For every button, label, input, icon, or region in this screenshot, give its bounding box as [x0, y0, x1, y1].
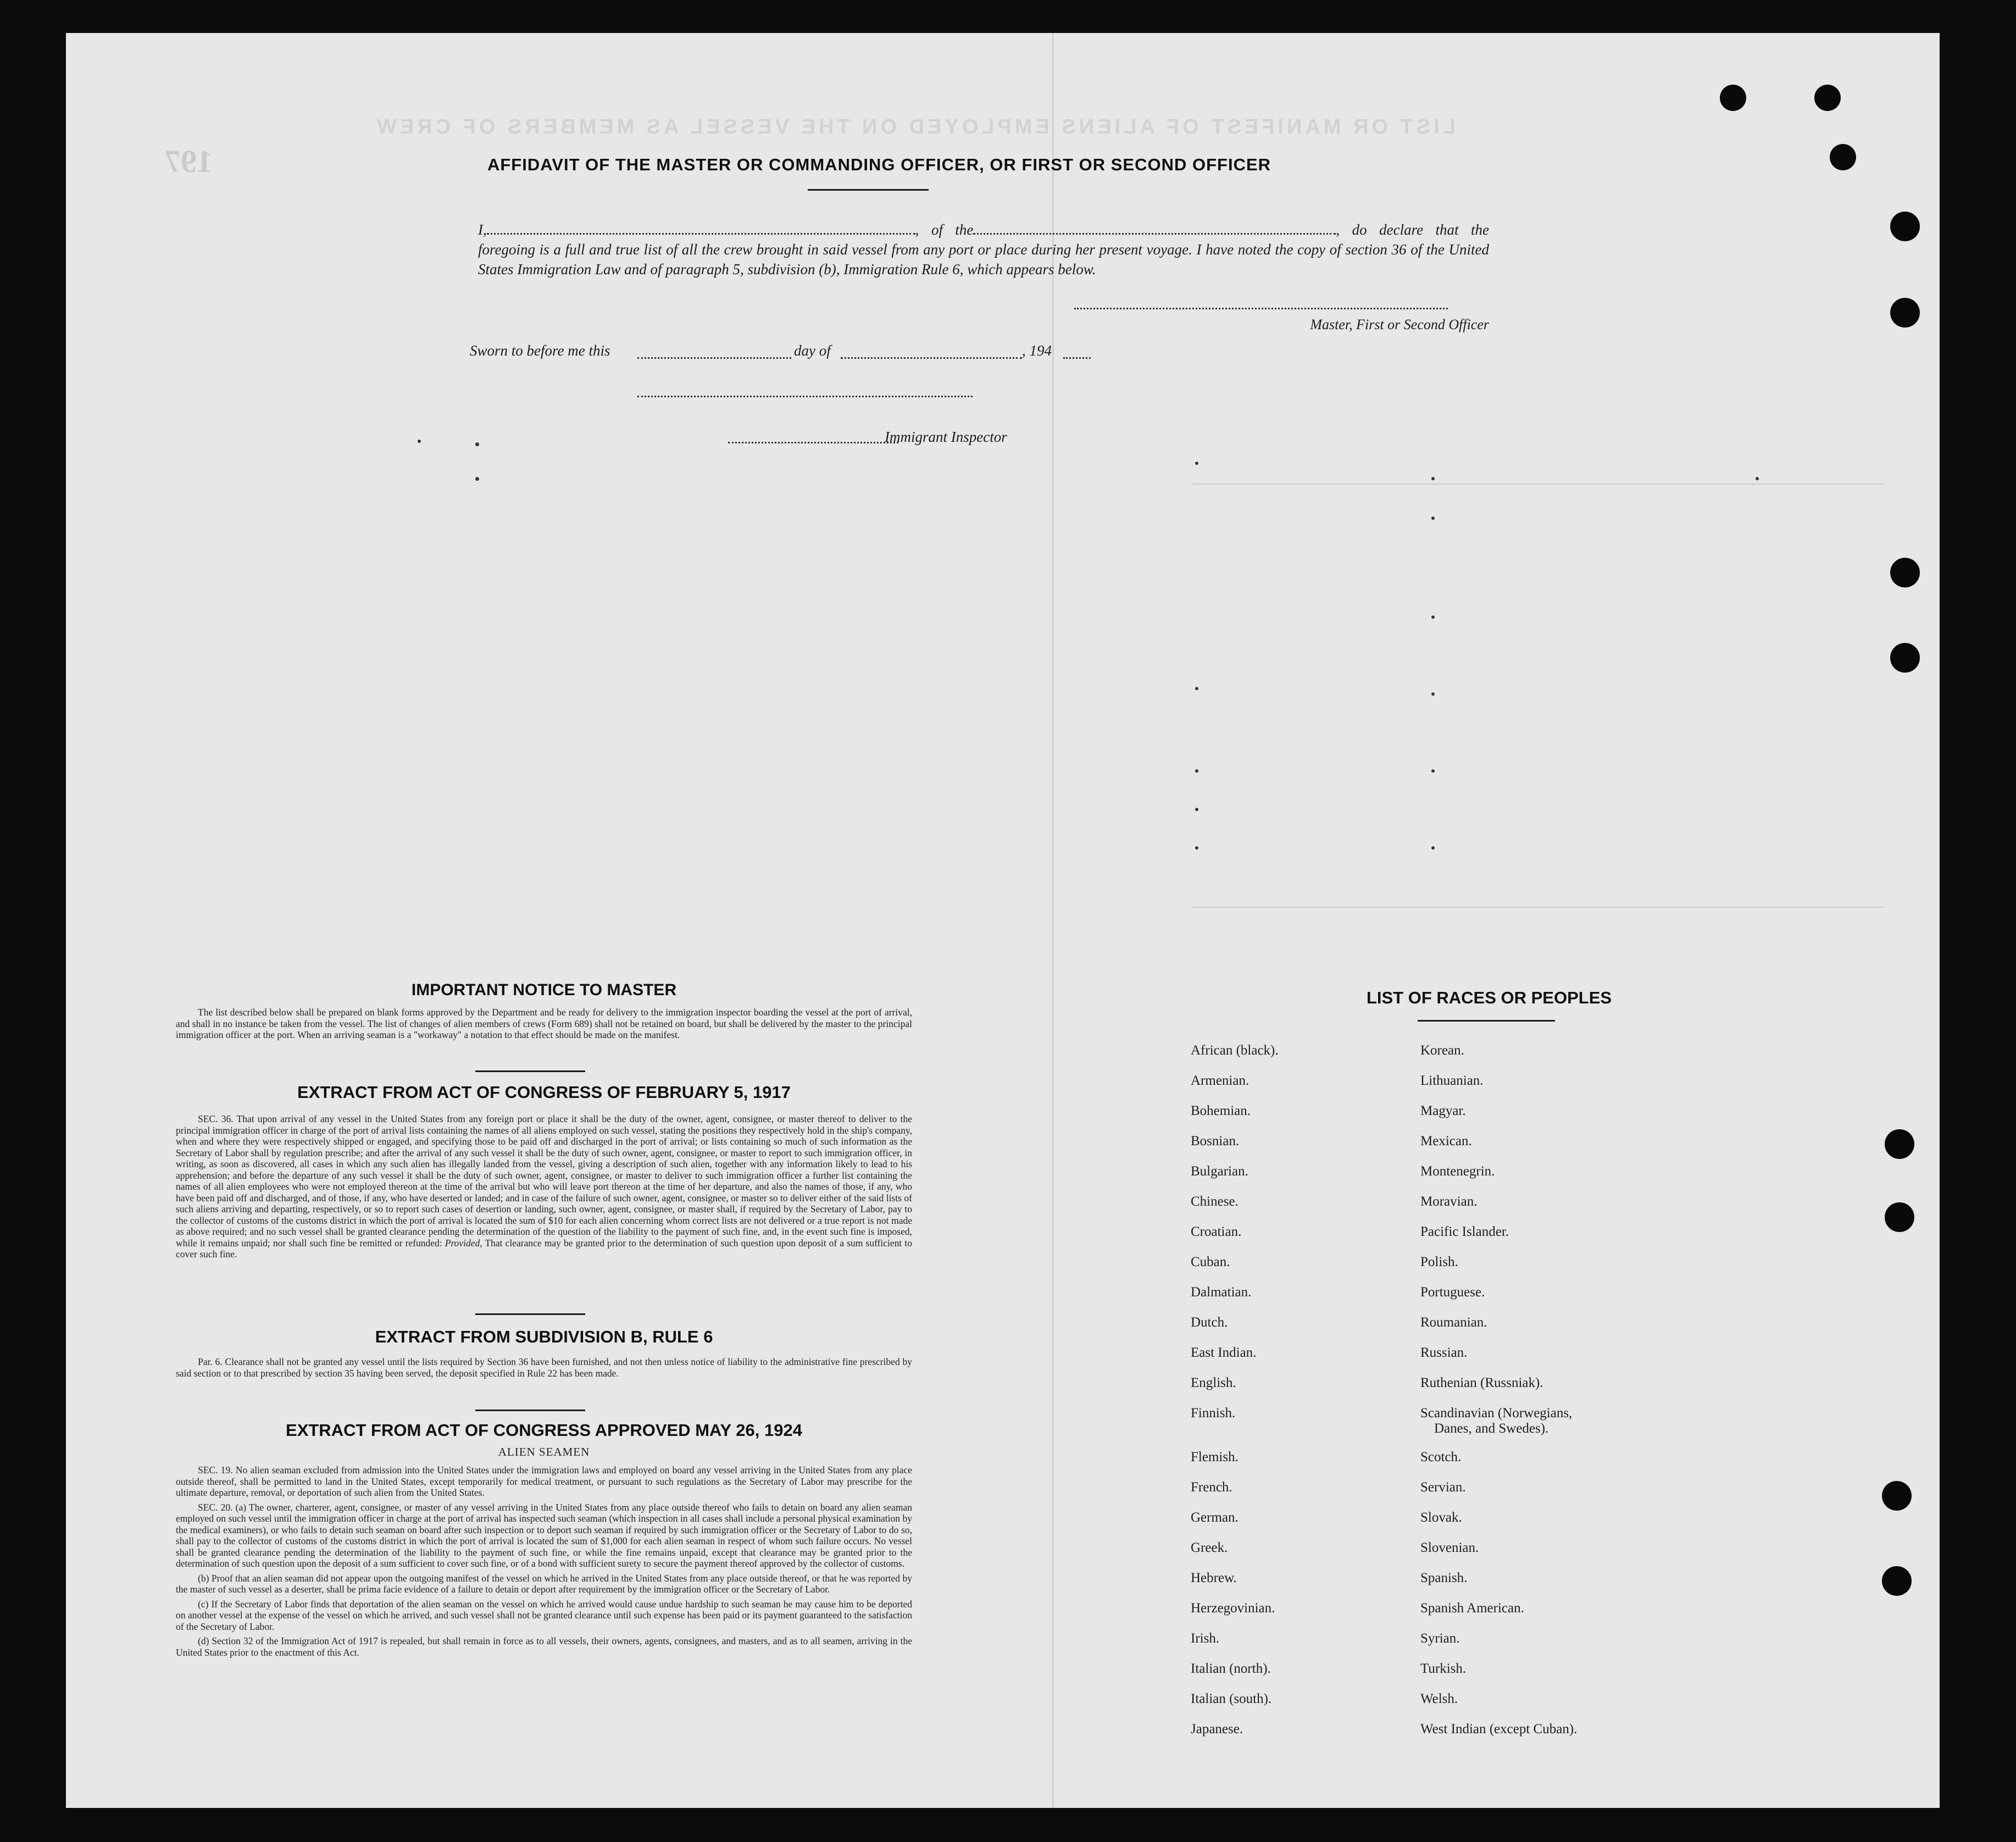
race-left: African (black).: [1191, 1043, 1279, 1058]
race-left: Flemish.: [1191, 1450, 1239, 1464]
punch-hole: [1830, 144, 1856, 170]
race-right: Moravian.: [1420, 1194, 1478, 1209]
race-right: Lithuanian.: [1420, 1073, 1484, 1088]
bleed-through-page-number: 197: [165, 143, 213, 179]
ink-speck: [475, 477, 479, 481]
race-left: Croatian.: [1191, 1224, 1242, 1239]
race-right: Ruthenian (Russniak).: [1420, 1375, 1543, 1390]
sworn-label: Sworn to before me this: [470, 342, 610, 359]
master-signature-line[interactable]: [1074, 308, 1448, 309]
race-left: Dalmatian.: [1191, 1285, 1252, 1300]
punch-hole: [1882, 1566, 1912, 1596]
race-right: Slovenian.: [1420, 1540, 1479, 1555]
ink-speck: [1431, 846, 1435, 850]
year-label: , 194: [1022, 342, 1052, 359]
ink-speck: [1195, 769, 1198, 773]
ink-speck: [418, 440, 421, 443]
race-left: Italian (north).: [1191, 1661, 1271, 1676]
race-left: German.: [1191, 1510, 1239, 1525]
master-signature-label: Master, First or Second Officer: [1310, 317, 1489, 332]
bleed-line: [1192, 484, 1885, 485]
race-right: Polish.: [1420, 1255, 1458, 1269]
race-right: Scandinavian (Norwegians,: [1420, 1406, 1573, 1421]
punch-hole: [1885, 1202, 1914, 1232]
race-left: East Indian.: [1191, 1345, 1257, 1360]
title-underline: [808, 189, 929, 191]
ink-speck: [1431, 692, 1435, 696]
race-left: Dutch.: [1191, 1315, 1228, 1330]
race-right: Slovak.: [1420, 1510, 1462, 1525]
extract-rule6-body: [176, 1356, 912, 1382]
do-declare-label: , do declare: [1336, 221, 1424, 238]
ink-speck: [1431, 477, 1435, 480]
race-right: Danes, and Swedes).: [1434, 1421, 1549, 1436]
document-sheet: [66, 33, 1940, 1808]
sec20b-paragraph: (b) Proof that an alien seaman did not appear upon the outgoing manifest of the vessel on which he arrived in the United States from any place outside thereof, or that he was reported by the master of such vessel as a deserter, shall be prima facie evidence of a failure to detain or deport after requirement by the immigration officer or the Secretary of Labor.: [176, 1572, 912, 1595]
race-left: Bohemian.: [1191, 1103, 1251, 1118]
extract-1917-body: [176, 1113, 912, 1263]
inspector-name-line[interactable]: [728, 442, 898, 443]
day-of-label: day of: [794, 342, 831, 359]
race-right: Korean.: [1420, 1043, 1464, 1058]
race-right: Roumanian.: [1420, 1315, 1487, 1330]
race-right: Spanish.: [1420, 1571, 1468, 1585]
race-left: Chinese.: [1191, 1194, 1239, 1209]
notice-body: [176, 1007, 912, 1044]
alien-seamen-subtitle: ALIEN SEAMEN: [498, 1445, 590, 1458]
inspector-signature-line[interactable]: [637, 396, 973, 397]
races-title-underline: [1418, 1020, 1555, 1022]
race-right: Portuguese.: [1420, 1285, 1485, 1300]
month-field[interactable]: [841, 357, 1022, 359]
ink-speck: [1431, 769, 1435, 773]
section-divider: [475, 1313, 585, 1315]
race-right: Mexican.: [1420, 1134, 1472, 1149]
race-right: Russian.: [1420, 1345, 1468, 1360]
punch-hole: [1890, 212, 1920, 241]
extract-1917-title: EXTRACT FROM ACT OF CONGRESS OF FEBRUARY 5, 1917: [297, 1083, 791, 1102]
race-right: Turkish.: [1420, 1661, 1467, 1676]
punch-hole: [1890, 643, 1920, 673]
race-left: Cuban.: [1191, 1255, 1230, 1269]
proviso-word: Provided,: [445, 1237, 482, 1249]
bleed-line: [1192, 907, 1885, 908]
section-divider: [475, 1070, 585, 1072]
race-left: Greek.: [1191, 1540, 1228, 1555]
race-left: Irish.: [1191, 1631, 1220, 1646]
punch-hole: [1885, 1129, 1914, 1159]
sec20c-paragraph: (c) If the Secretary of Labor finds that deportation of the alien seaman on the vessel on which he arrived would cause undue hardship to such seaman he may cause him to be deported on another vessel at the expense of the vessel on which he arrived, and such vessel shall not be granted clearance until such expense has been paid or its payment guaranteed to the satisfaction of the Secretary of Labor.: [176, 1598, 912, 1632]
bleed-through-header: LIST OR MANIFEST OF ALIENS EMPLOYED ON THE VESSEL AS MEMBERS OF CREW: [374, 115, 1456, 138]
day-field[interactable]: [637, 357, 791, 359]
race-left: French.: [1191, 1480, 1232, 1495]
ink-speck: [1431, 517, 1435, 520]
affidavit-title: AFFIDAVIT OF THE MASTER OR COMMANDING OFFICER, OR FIRST OR SECOND OFFICER: [487, 155, 1271, 174]
name-field[interactable]: [487, 233, 915, 235]
proviso-text: That clearance may be granted prior to the determination of such question upon deposit of a sum sufficient to cover such fine.: [176, 1237, 913, 1260]
ink-speck: [1195, 462, 1198, 465]
race-left: Herzegovinian.: [1191, 1601, 1275, 1616]
punch-hole: [1882, 1481, 1912, 1511]
punch-hole: [1890, 558, 1920, 587]
ink-speck: [1195, 846, 1198, 850]
extract-1924-body: [176, 1464, 912, 1661]
race-left: Bosnian.: [1191, 1134, 1240, 1149]
ink-speck: [475, 442, 479, 446]
race-right: West Indian (except Cuban).: [1420, 1722, 1578, 1736]
section-divider: [475, 1410, 585, 1411]
punch-hole: [1890, 298, 1920, 328]
notice-title: IMPORTANT NOTICE TO MASTER: [411, 981, 677, 999]
race-left: Italian (south).: [1191, 1691, 1272, 1706]
race-left: Japanese.: [1191, 1722, 1243, 1736]
ink-speck: [1195, 808, 1198, 811]
sec36-text: SEC. 36. That upon arrival of any vessel in the United States from any foreign port or place it shall be the duty of the owner, agent, consignee, or master thereof to deliver to the principal immigration officer in charge of the port of arrival lists containing the names of all aliens employed on such vessel, stating the positions they respectively hold in the ship's company, when and where they were respectively shipped or engaged, and specifying those to be paid off and discharged in the port of arrival; or lists containing so much of such information as the Secretary of Labor shall by regulation prescribe; and after the arrival of any such vessel it shall be the duty of such owner, agent, consignee, or master to report to such immigration officer, in writing, as soon as discovered, all cases in which any such alien has illegally landed from the vessel, giving a description of such alien, together with any information likely to lead to his apprehension; and before the departure of any such vessel it shall be the duty of such owner, agent, consignee, or master to deliver to such immigration officer a further list containing the names of all alien employees who were not employed thereon at the time of the arrival but who will leave port thereon at the time of her departure, and also the names of those, if any, who have been paid off and discharged, and of those, if any, who have deserted or landed; and in case of the failure of such owner, agent, consignee, or master so to deliver either of the said lists of such aliens arriving and departing, respectively, or so to report such cases of desertion or landing, such owner, agent, consignee, or master shall, if required by the Secretary of Labor, pay to the collector of customs of the customs district in which the port of arrival is located the sum of $10 for each alien concerning whom correct lists are not delivered or a true report is not made as above required; and no such vessel shall be granted clearance pending the determination of the question of the liability to the payment of such fine, and, in the event such fine is imposed, while it remains unpaid; nor shall such fine be remitted or refunded:: [176, 1113, 912, 1249]
sec19-paragraph: SEC. 19. No alien seaman excluded from admission into the United States under the immigration laws and employed on board any vessel arriving in the United States from any place outside thereof, shall be permitted to land in the United States, except temporarily for medical treatment, or pursuant to such regulations as the Secretary of Labor may prescribe for the ultimate departure, removal, or deportation of such alien from the United States.: [176, 1464, 912, 1498]
rule6-paragraph: Par. 6. Clearance shall not be granted any vessel until the lists required by Section 36 have been furnished, and not then unless notice of liability to the administrative fine prescribed by said section or to that prescribed by section 35 having been served, the deposit specified in Rule 22 has been made.: [176, 1356, 912, 1379]
punch-hole: [1814, 85, 1841, 111]
center-fold: [1052, 33, 1054, 1808]
notice-paragraph: The list described below shall be prepared on blank forms approved by the Department and be ready for delivery to the immigration inspector boarding the vessel at the port of arrival, and shall in no instance be taken from the vessel. The list of changes of alien members of crews (Form 689) shall not be retained on board, but shall be delivered by the master to the principal immigration officer at the port. When an arriving seaman is a "workaway" a notation to that effect should be made on the manifest.: [176, 1007, 912, 1040]
races-title: LIST OF RACES OR PEOPLES: [1366, 988, 1612, 1007]
race-right: Welsh.: [1420, 1691, 1458, 1706]
affidavit-body: [478, 220, 1489, 279]
race-right: Magyar.: [1420, 1103, 1466, 1118]
i-label: I,: [478, 221, 487, 238]
race-left: Bulgarian.: [1191, 1164, 1248, 1179]
punch-hole: [1720, 85, 1746, 111]
race-left: English.: [1191, 1375, 1236, 1390]
sec20a-paragraph: SEC. 20. (a) The owner, charterer, agent, consignee, or master of any vessel arriving in the United States from any place outside thereof who fails to detain on board any alien seaman employed on such vessel until the immigration officer in charge at the port of arrival has inspected such seaman (which inspection in all cases shall include a personal physical examination by the medical examiners), or who fails to detain such seaman on board after such inspection or to deport such seaman if required by such immigration officer or the Secretary of Labor to do so, shall pay to the collector of customs of the customs district in which the port of arrival is located the sum of $1,000 for each alien seaman in respect of whom such failure occurs. No vessel shall be granted clearance pending the determination of the liability to the payment of such fine, or while the fine remains unpaid, except that clearance may be granted prior to the determination of such question upon the deposit of a sum sufficient to cover such fine, or of a bond with sufficient surety to secure the payment thereof approved by the collector of customs.: [176, 1501, 912, 1569]
race-right: Scotch.: [1420, 1450, 1462, 1464]
extract-1924-title: EXTRACT FROM ACT OF CONGRESS APPROVED MAY 26, 1924: [286, 1421, 802, 1440]
race-right: Servian.: [1420, 1480, 1466, 1495]
ink-speck: [1195, 687, 1198, 690]
race-right: Pacific Islander.: [1420, 1224, 1509, 1239]
year-field[interactable]: [1063, 357, 1091, 359]
race-right: Spanish American.: [1420, 1601, 1524, 1616]
affidavit-statement: that the foregoing is a full and true list of all the crew brought in said vessel from any port or place during her present voyage. I have noted the copy of section 36 of the United States Immigration Law and of paragraph 5, subdivision (b), Immigration Rule 6, which appears below.: [478, 221, 1489, 278]
inspector-label: Immigrant Inspector: [885, 429, 1007, 445]
extract-rule6-title: EXTRACT FROM SUBDIVISION B, RULE 6: [375, 1327, 713, 1346]
race-left: Hebrew.: [1191, 1571, 1237, 1585]
race-right: Montenegrin.: [1420, 1164, 1495, 1179]
of-the-label: , of the: [915, 221, 974, 238]
race-right: Syrian.: [1420, 1631, 1460, 1646]
vessel-field[interactable]: [973, 233, 1336, 235]
race-left: Armenian.: [1191, 1073, 1249, 1088]
race-left: Finnish.: [1191, 1406, 1236, 1421]
ink-speck: [1431, 615, 1435, 619]
sec20d-paragraph: (d) Section 32 of the Immigration Act of 1917 is repealed, but shall remain in force as to all vessels, their owners, agents, consignees, and masters, and as to all seamen, arriving in the United States prior to the enactment of this Act.: [176, 1635, 912, 1658]
ink-speck: [1756, 477, 1759, 480]
